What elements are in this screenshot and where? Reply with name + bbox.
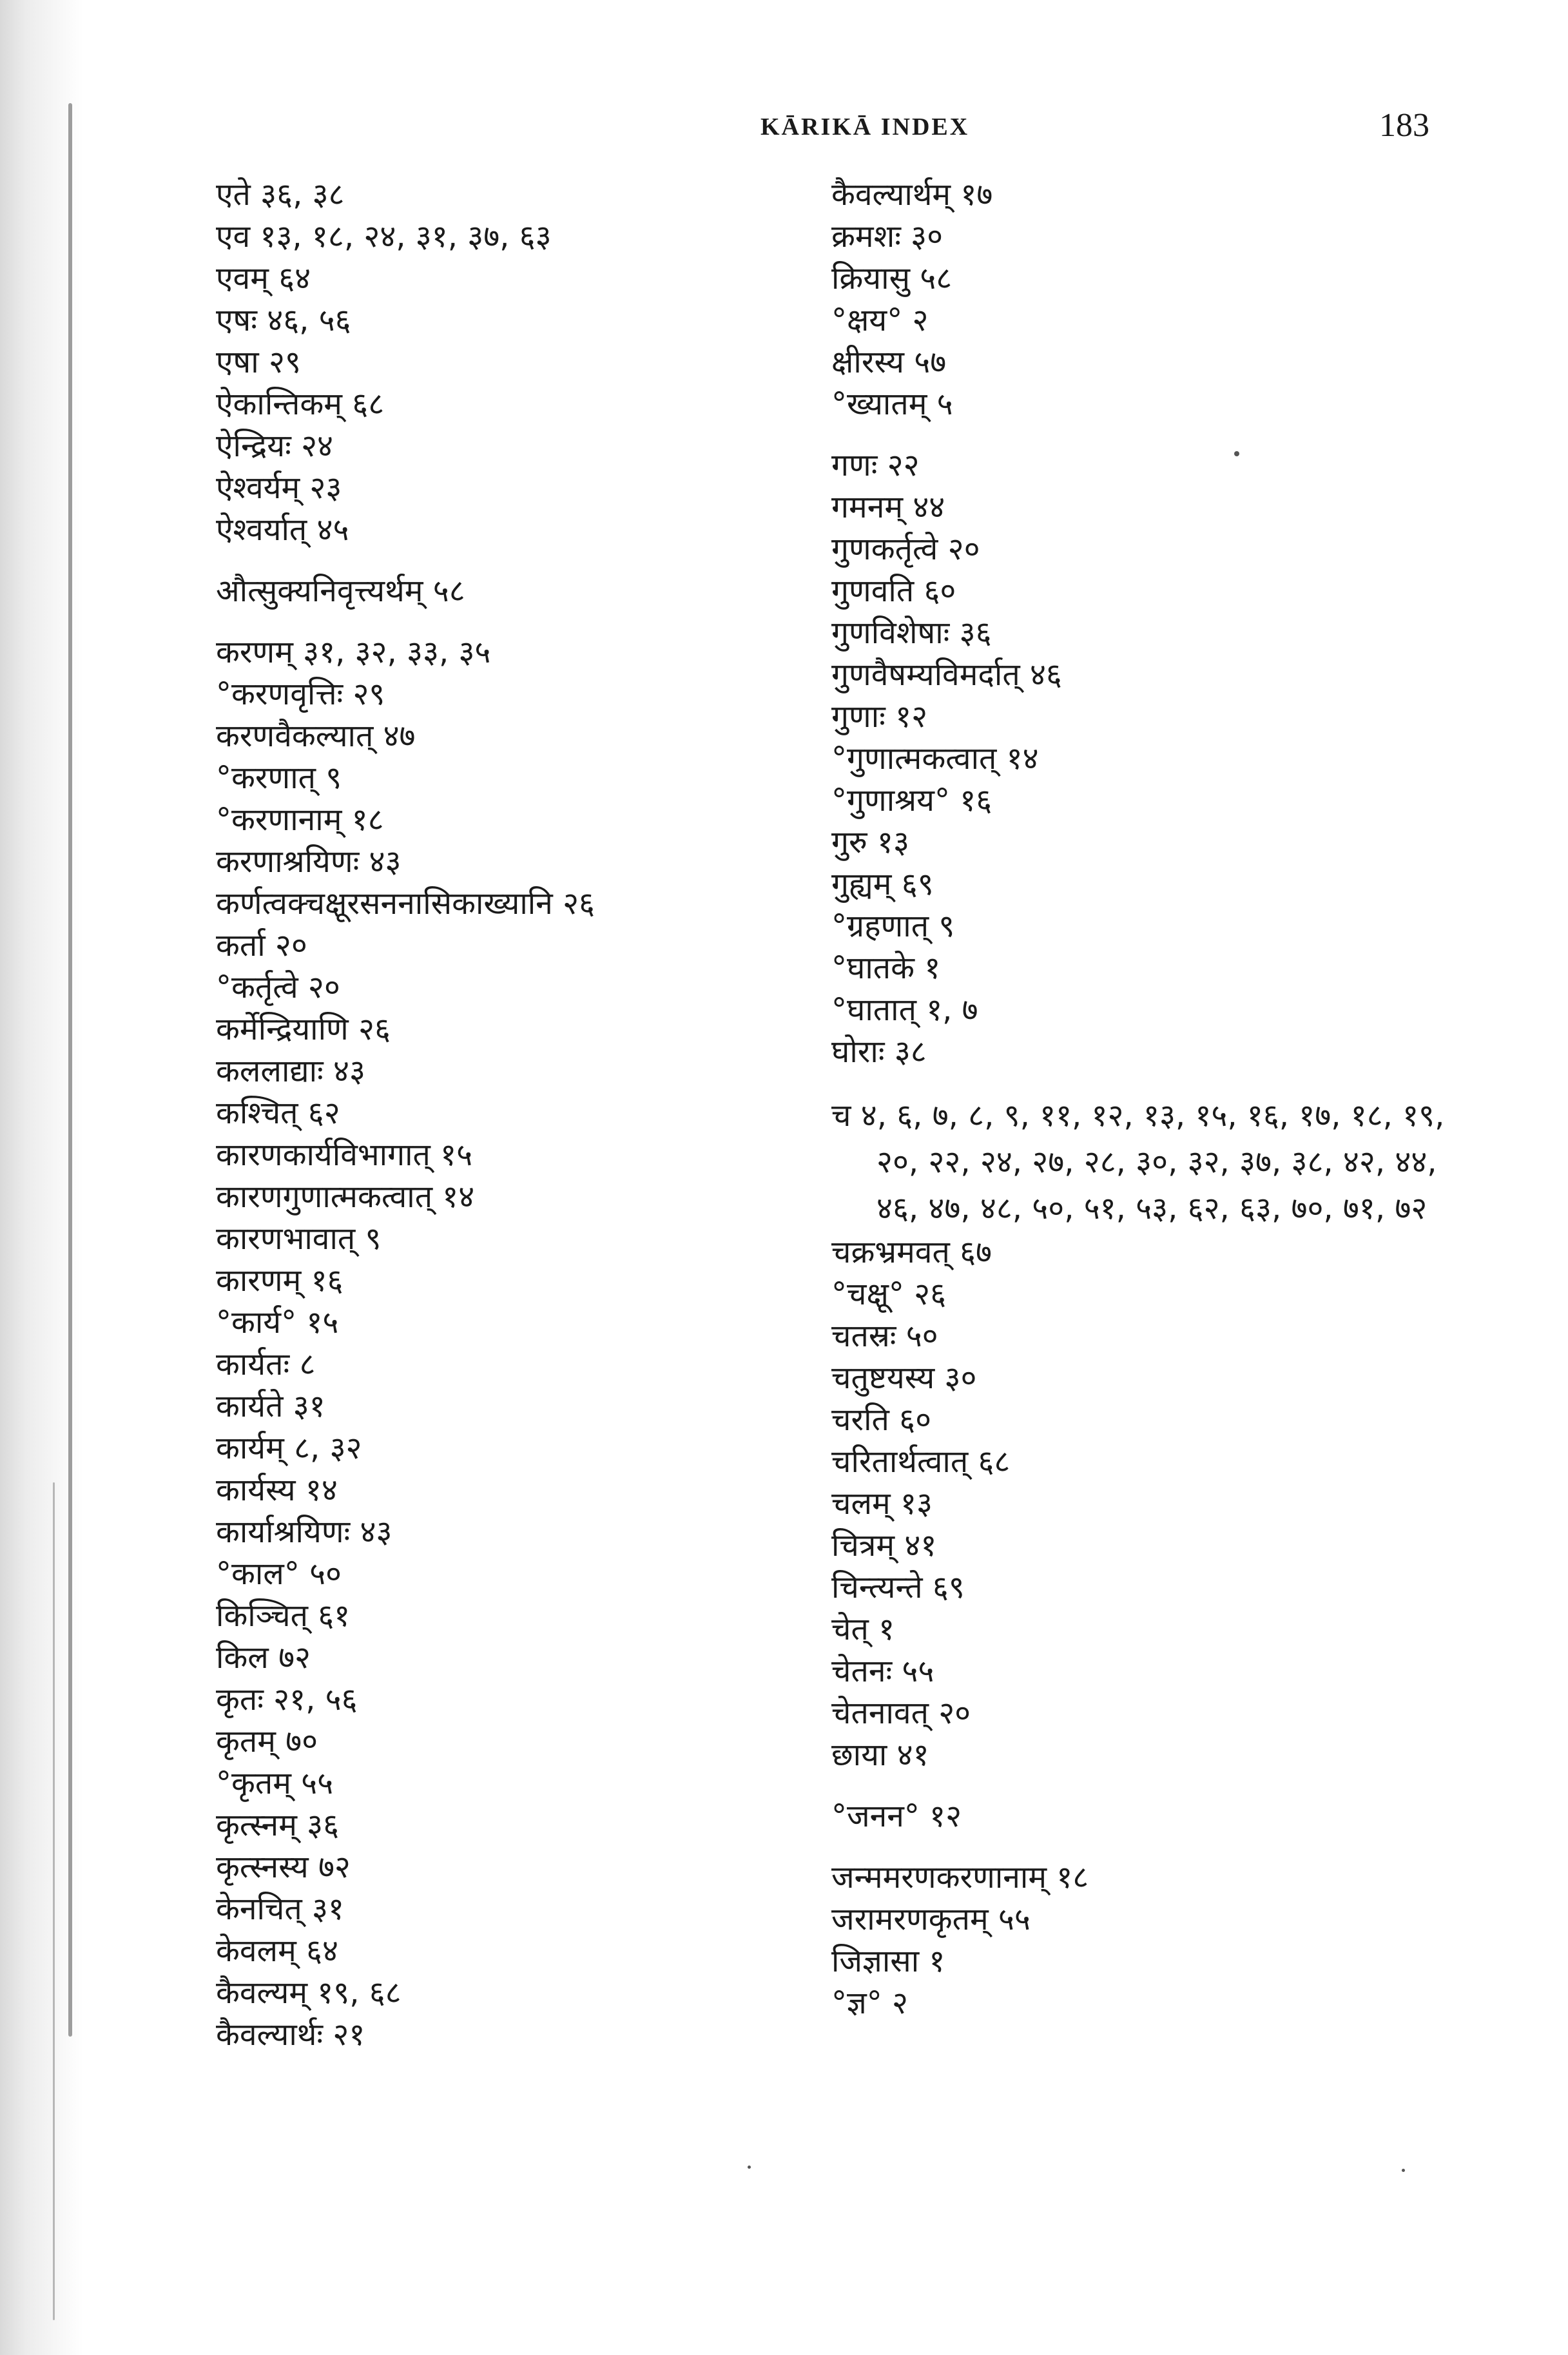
- index-entry: जिज्ञासा १: [831, 1943, 945, 1979]
- index-entry: गणः २२: [831, 447, 920, 483]
- index-entry: औत्सुक्यनिवृत्त्यर्थम् ५८: [216, 573, 465, 609]
- index-entry: °कृतम् ५५: [216, 1765, 334, 1801]
- index-entry: चित्रम् ४१: [831, 1527, 937, 1564]
- scan-speck: [748, 2166, 751, 2169]
- index-entry: एव १३, १८, २४, ३१, ३७, ६३: [216, 218, 552, 255]
- running-head: KĀRIKĀ INDEX: [760, 113, 970, 141]
- index-entry: कर्णत्वक्चक्षूरसननासिकाख्यानि २६: [216, 886, 595, 922]
- index-entry: कारणभावात् ९: [216, 1221, 382, 1257]
- index-entry: °करणानाम् १८: [216, 802, 384, 838]
- index-entry: गुणवति ६०: [831, 573, 956, 609]
- index-entry: चतस्रः ५०: [831, 1318, 938, 1354]
- index-entry: °चक्षू° २६: [831, 1276, 947, 1312]
- page-number: 183: [1379, 107, 1429, 144]
- index-entry: °घातात् १, ७: [831, 992, 978, 1028]
- index-entry: °ख्यातम् ५: [831, 386, 953, 422]
- index-entry: कारणगुणात्मकत्वात् १४: [216, 1179, 475, 1215]
- index-entry: कृत्स्नम् ३६: [216, 1807, 340, 1843]
- index-entry: गुरु १३: [831, 824, 909, 860]
- scan-speck: [1234, 451, 1239, 456]
- index-entry: गुणविशेषाः ३६: [831, 615, 992, 651]
- index-entry: कललाद्याः ४३: [216, 1053, 365, 1089]
- index-entry: केवलम् ६४: [216, 1933, 338, 1969]
- index-entry: केनचित् ३१: [216, 1891, 344, 1927]
- index-entry: कृतम् ७०: [216, 1723, 318, 1759]
- index-entry: गुणकर्तृत्वे २०: [831, 531, 980, 567]
- index-entry: °कर्तृत्वे २०: [216, 969, 340, 1005]
- index-entry: कार्याश्रयिणः ४३: [216, 1514, 392, 1550]
- index-entry: ऐकान्तिकम् ६८: [216, 386, 385, 422]
- index-entry: क्षीरस्य ५७: [831, 344, 947, 380]
- index-entry: कार्यम् ८, ३२: [216, 1430, 362, 1466]
- index-entry: चरति ६०: [831, 1402, 932, 1438]
- index-entry: चलम् १३: [831, 1486, 933, 1522]
- index-entry: कैवल्यार्थः २१: [216, 2017, 365, 2053]
- index-entry: °करणात् ९: [216, 760, 342, 796]
- index-entry: कारणम् १६: [216, 1263, 344, 1299]
- index-entry: किञ्चित् ६१: [216, 1598, 351, 1634]
- index-entry: घोराः ३८: [831, 1034, 927, 1070]
- index-entry: कश्चित् ६२: [216, 1095, 340, 1131]
- scan-speck: [1402, 2169, 1405, 2172]
- index-entry: एषः ४६, ५६: [216, 302, 351, 338]
- index-entry: गुह्यम् ६९: [831, 866, 934, 902]
- index-entry: ऐश्वर्यात् ४५: [216, 512, 349, 548]
- index-entry: चेतनः ५५: [831, 1653, 934, 1689]
- index-entry: करणम् ३१, ३२, ३३, ३५: [216, 634, 491, 670]
- binding-line: [68, 103, 72, 2037]
- index-entry: एषा २९: [216, 344, 301, 380]
- index-entry: चेतनावत् २०: [831, 1695, 971, 1731]
- index-entry: गमनम् ४४: [831, 489, 945, 525]
- index-entry: °जनन° १२: [831, 1798, 962, 1834]
- index-entry: °क्षय° २: [831, 302, 929, 338]
- index-column-left: [216, 174, 796, 2056]
- index-entry: करणवैकल्यात् ४७: [216, 718, 416, 754]
- index-entry: ऐन्द्रियः २४: [216, 428, 334, 464]
- index-entry: कृतः २१, ५६: [216, 1681, 358, 1718]
- index-entry: कैवल्यार्थम् १७: [831, 177, 993, 213]
- index-entry: °गुणात्मकत्वात् १४: [831, 741, 1039, 777]
- index-entry: °ग्रहणात् ९: [831, 908, 955, 944]
- index-entry: कार्यतः ८: [216, 1346, 316, 1382]
- index-entry: कर्मेन्द्रियाणि २६: [216, 1011, 391, 1047]
- index-entry: °करणवृत्तिः २९: [216, 676, 385, 712]
- index-entry: °ज्ञ° २: [831, 1985, 908, 2021]
- index-entry: कैवल्यम् १९, ६८: [216, 1975, 402, 2011]
- index-entry: कारणकार्यविभागात् १५: [216, 1137, 473, 1173]
- index-entry: च ४, ६, ७, ८, ९, ११, १२, १३, १५, १६, १७, १८, १९, २०, २२, २४, २७, २८, ३०, ३२, ३७, ३८, ४२, ४४, ४६, ४७, ४८, ५०, ५१, ५३, ६२, ६३, ७०, ७१, ७२: [831, 1098, 1445, 1226]
- index-entry: क्रियासु ५८: [831, 260, 953, 296]
- index-entry: चक्रभ्रमवत् ६७: [831, 1234, 992, 1270]
- index-column-right: [831, 174, 1476, 2024]
- index-entry: °काल° ५०: [216, 1556, 342, 1592]
- index-entry: गुणाः १२: [831, 699, 928, 735]
- index-entry: चिन्त्यन्ते ६९: [831, 1569, 965, 1605]
- index-entry: कार्यस्य १४: [216, 1472, 338, 1508]
- index-entry: छाया ४१: [831, 1737, 929, 1773]
- index-entry: किल ७२: [216, 1640, 311, 1676]
- index-entry: कर्ता २०: [216, 927, 307, 964]
- index-entry: जन्ममरणकरणानाम् १८: [831, 1859, 1089, 1895]
- index-entry: एते ३६, ३८: [216, 177, 345, 213]
- index-entry: एवम् ६४: [216, 260, 311, 296]
- index-entry: चेत् १: [831, 1611, 895, 1647]
- index-entry: कृत्स्नस्य ७२: [216, 1849, 351, 1885]
- index-entry: °गुणाश्रय° १६: [831, 782, 992, 819]
- index-entry: °घातके १: [831, 950, 941, 986]
- index-entry: चरितार्थत्वात् ६८: [831, 1444, 1011, 1480]
- index-entry: ऐश्वर्यम् २३: [216, 470, 342, 506]
- index-entry: गुणवैषम्यविमर्दात् ४६: [831, 657, 1062, 693]
- index-entry: जरामरणकृतम् ५५: [831, 1901, 1031, 1937]
- index-entry: कार्यते ३१: [216, 1388, 325, 1424]
- index-entry: चतुष्टयस्य ३०: [831, 1360, 977, 1396]
- index-entry: करणाश्रयिणः ४३: [216, 844, 402, 880]
- binding-line-secondary: [53, 1482, 55, 2320]
- index-entry: °कार्य° १५: [216, 1304, 339, 1341]
- index-entry: क्रमशः ३०: [831, 218, 944, 255]
